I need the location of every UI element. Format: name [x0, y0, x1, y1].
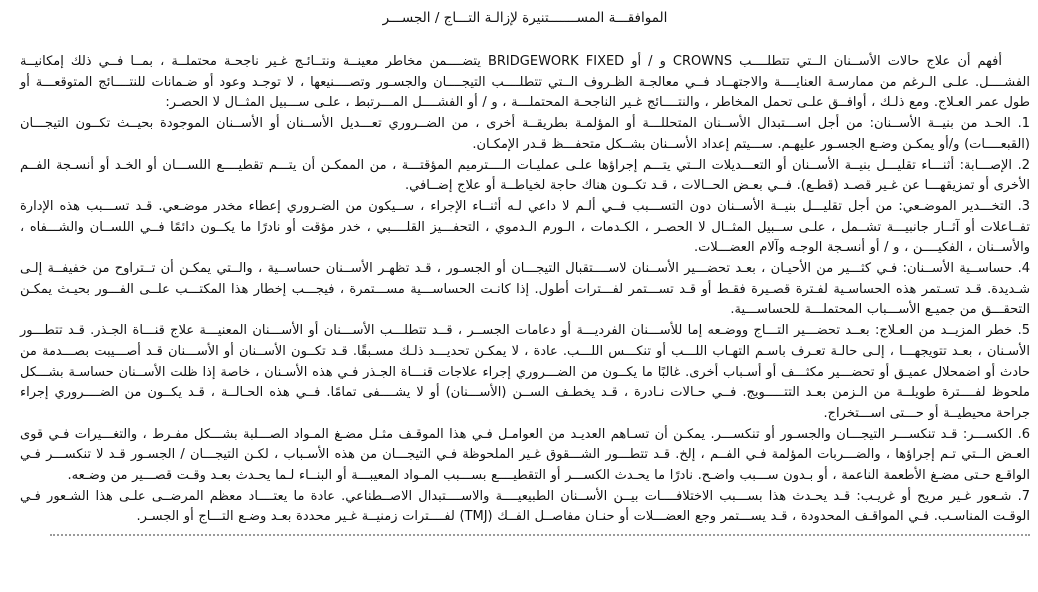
document-page — [14, 0, 1038, 536]
consent-item-2-text: الإصـــابة: أثنـــاء تقليـــل بنيــة الأســنان أو التعـــديلات الــتي يتـــم إجراؤها علـى عمليـات الــــترميم المؤقتـــة ، من الممكـن أن يتـــم تقطيــــع اللســـان أو الخـد أو أنسـجة الفــم الأخرى أو تمزيقهـــا عن غـير قصـد (قطـع). فــي بعـض الحــالات ، قـد تكــون هناك حاجة لخياطــة أو علاج إضــافي. — [20, 157, 1030, 194]
consent-item-3 — [20, 197, 1030, 259]
clipped-next-line-artifact — [50, 529, 1030, 536]
intro-paragraph: أفهم أن علاج حالات الأســنان الــتي تتطلــــب CROWNS و / أو BRIDGEWORK FIXED يتضــــمن مخاطر معينــة ونتــائـج غـير ناجحـة محتملــة ، بمــا فــي ذلك إمكانيــة الفشــــل. علـى الـرغم من ممارسـة العنايــــة والاجتهــاد فــي معالجـة الظـروف الــتي تتطلــــب التيجــــان والجسـور وتصــــنيعها ، لا توجـد وعود أو ضـمانات للنتــــائج المتوقعـــة أو طول عمر العـلاج. ومع ذلـك ، أوافــق علـى تحمل المخاطر ، والنتــــائج غـير الناجحـة المحتملـــة ، و / أو الفشــــل المـــرتبط ، علـى ســـبيل المثــال لا الحصـر: — [20, 54, 1030, 111]
consent-item-4-number: 4. — [1017, 261, 1030, 277]
consent-item-2 — [20, 156, 1030, 197]
consent-item-1-number: 1. — [1017, 116, 1031, 132]
consent-item-3-number: 3. — [1017, 198, 1030, 214]
consent-item-7-text: شـعور غـير مريح أو غريـب: قـد يحـدث هذا بســـبب الاختلافــــات بيــن الأســنان الطبيعيــــة والاســــتبدال الاصــطناعي. عادة ما يعتــــاد معظم المرضــى علـى هذا الشـعور فـي الوقـت المناسـب. فـي المواقـف المحدودة ، قـد يســـتمر وجع العضـــلات أو حنـان مفاصــل الفــك (TMJ) لفــــترات زمنيــة غـير محددة بعـد وضـع التـــاج أو الجسـر. — [20, 488, 1030, 525]
consent-item-6-number: 6. — [1017, 426, 1030, 442]
consent-item-2-number: 2. — [1017, 157, 1030, 173]
consent-item-5-number: 5. — [1017, 323, 1030, 339]
consent-item-3-text: التخـــدير الموضـعي: من أجل تقليـــل بنيــة الأســنان دون التســـبب فــي ألـم لا داعي لـه أثنــاء الإجراء ، ســيكون من الضـروري إعطاء مخدر موضـعي. قـد تســـبب هذه الإدارة تفــاعلات أو آثــار جانبيـــة تشــمل ، علـى ســبيل المثــال لا الحصـر ، الكـدمات ، الـورم الـدموي ، التحفـــيز القلــــبي ، خدر مؤقت أو نادرًا ما يكــون دائمًا فــي اللســان والشـــفاه ، والأســنان ، الفكيــــن ، و / أو أنسـجة الوجـه وآلام العضـــلات. — [20, 198, 1030, 256]
consent-item-5-text: خطر المزيــد من العـلاج: بعــد تحضـــير التـــاج ووضـعه إما للأســـنان الفرديـــة أو دعامات الجســر ، قــد تتطلـــب الأســـنان أو الأســـنان المعنيـــة علاج قنـــاة الجـذر. قـد تتطـــور الأسـنان ، بعـد تتويجهـــا ، إلـى حالـة تعـرف باسـم التهـاب اللـــب أو تنكـــس اللـــب. عادة ، لا يمكـن تحديـــد ذلـك مسـبقًا. قـد تكــون الأســنان أو الأســـنان قـد أصـــيبت بصـــدمة من حادث أو اضمحلال عميـق أو تحضـــير مكثـــف أو أسـباب أخرى. غالبًا ما يكــون من الضـــروري إجراء علاجات قنـــاة الجـذر فـي هذه الأسـنان ، خاصة إذا ظلت الأســنان حساسـة بشـــكل ملحوظ لفــــترة طويلــة من الـزمن بعـد التتـــــويج. فــي حـالات نـادرة ، قـد يخطـف الســن (الأســـنان) أو لا يشــــفى تمامًا. فــي هذه الحـالــة ، قـد يكــون من الضــــروري إجراء جراحة محيطيــة أو حـــتى اســـتخراج. — [20, 323, 1030, 421]
consent-item-7-number: 7. — [1017, 488, 1030, 504]
consent-item-6 — [20, 425, 1030, 487]
consent-item-1-text: الحـد من بنيــة الأســنان: من أجل اســـتبدال الأســنان المتحللـــة أو المؤلمـة بطريقــة أخرى ، من الضــروري تعـــديل الأســنان أو الأســنان الموجودة بحيــث تكــون التيجـــان (القبعــــات) و/أو يمكـن وضـع الجسـور عليهـم. ســـيتم إعداد الأســنان بشــكل متحفـــظ قـدر الإمكـان. — [20, 116, 1030, 152]
consent-item-6-text: الكســـر: قـد تنكســـر التيجـــان والجسـور أو تنكســـر. يمكـن أن تسـاهم العديـد من العوامـل فـي هذا الموقـف مثـل مضـغ المـواد الصـــلبة بشـــكل مفـرط ، والتغـــيرات فـي قوى العـض الــتي تـم إجراؤها ، والضـــربات المؤلمة فـي الفــم ، إلخ. قـد تتطـــور الشـــقوق غـير الملحوظة فـي التيجـــان من هذه الأسـباب ، لكـن التيجـــان / الجسـور قـد لا تنكســـر فـي الواقـع حـتى مضـغ الأطعمة الناعمة ، أو بـدون ســـبب واضـح. نادرًا ما يحـدث الكســـر أو التقطيــــع بســـبب المـواد المعيبـــة أو البنــاء لـما يحـدث بعـد وقـت قصـــير من وضـعه. — [20, 426, 1030, 484]
consent-item-4 — [20, 259, 1030, 321]
consent-item-4-text: حساســية الأســنان: فـي كثـــير من الأحيـان ، بعـد تحضـــير الأســنان لاســــتقبال التيجـــان أو الجسـور ، قـد تظهـر الأســنان حساســية ، والــتي يمكـن أن تــتراوح من خفيفــة إلـى شـديدة. قـد تسـتمر هذه الحساسـية لفـترة قصـيرة فقـط أو قـد تســـتمر لفـــترات أطول. إذا كانـت الحساســـية مســـتمرة ، فيجـــب إخطار هذا المكتـــب علــى الفـــور بحيـث يمكـن التحقـــق من جميـع الأســـباب المحتملـــة للحساســـية. — [20, 261, 1030, 318]
document-title: الموافقـــة المســـــــتنيرة لإزالـة التـــاج / الجســـر — [382, 10, 668, 26]
consent-item-7 — [20, 487, 1030, 528]
consent-item-5 — [20, 321, 1030, 425]
consent-item-1 — [20, 114, 1030, 155]
